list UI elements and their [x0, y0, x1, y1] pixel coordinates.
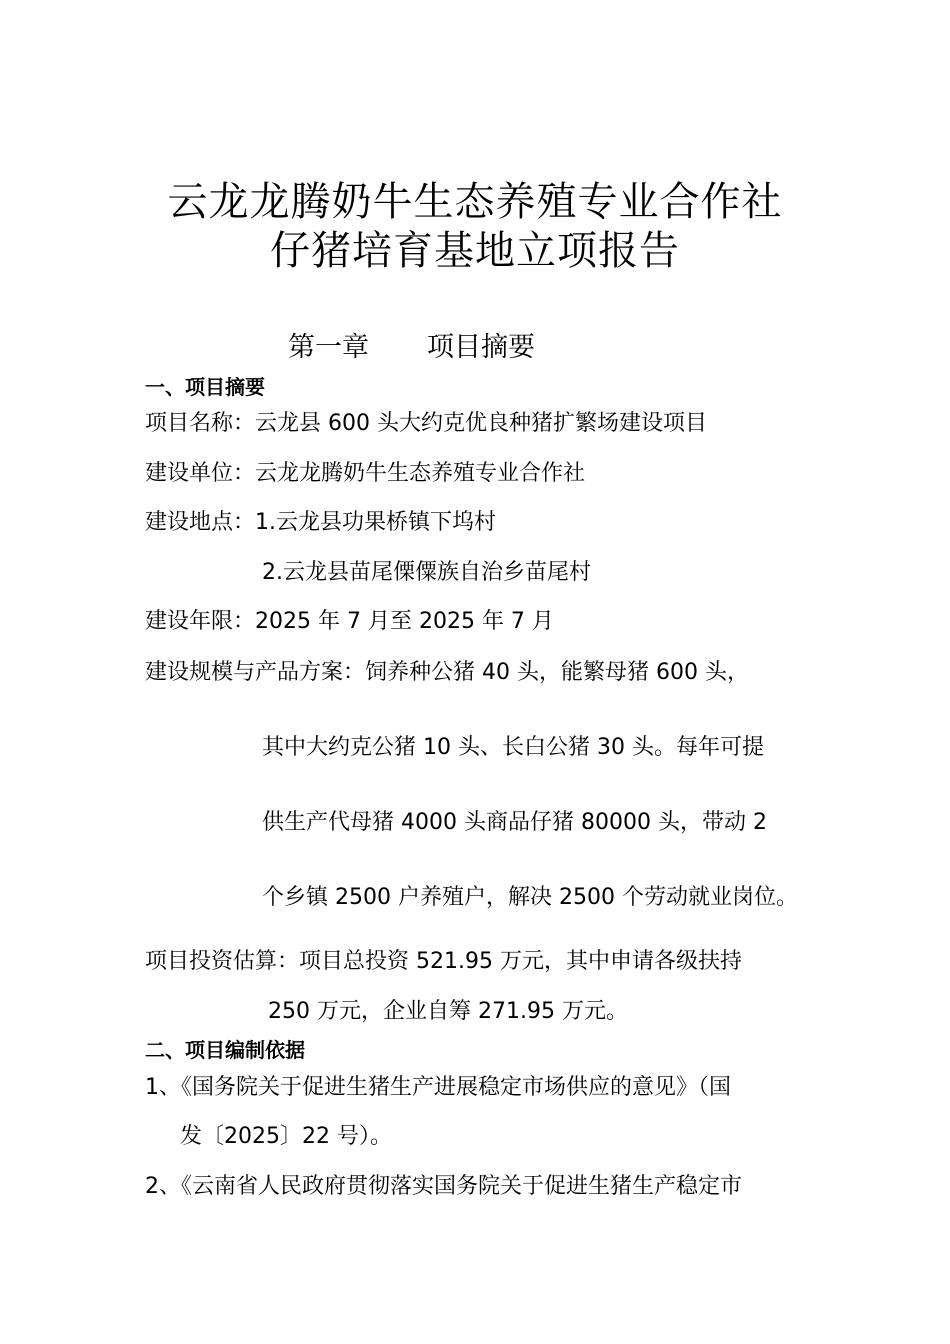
basis-item-1-line-2: 发〔2025〕22 号）。 — [180, 1124, 392, 1149]
document-title-line-2: 仔猪培育基地立项报告 — [270, 228, 680, 274]
document-title-line-1: 云龙龙腾奶牛生态养殖专业合作社 — [167, 179, 783, 225]
section-heading-basis: 二、项目编制依据 — [145, 1038, 305, 1062]
chapter-name: 项目摘要 — [427, 332, 535, 363]
project-name-line: 项目名称：云龙县 600 头大约克优良种猪扩繁场建设项目 — [145, 411, 707, 436]
construction-location-line-2: 2.云龙县苗尾傈僳族自治乡苗尾村 — [262, 560, 591, 585]
construction-unit-line: 建设单位：云龙龙腾奶牛生态养殖专业合作社 — [145, 461, 586, 486]
chapter-heading — [288, 330, 535, 366]
construction-period-line: 建设年限：2025 年 7 月至 2025 年 7 月 — [145, 609, 554, 634]
scale-line-1: 建设规模与产品方案：饲养种公猪 40 头，能繁母猪 600 头， — [145, 660, 749, 685]
scale-line-3: 供生产代母猪 4000 头商品仔猪 80000 头，带动 2 — [262, 810, 767, 835]
scale-line-4: 个乡镇 2500 户养殖户，解决 2500 个劳动就业岗位。 — [262, 885, 798, 910]
scale-line-2: 其中大约克公猪 10 头、长白公猪 30 头。每年可提 — [262, 735, 764, 760]
chapter-number: 第一章 — [288, 332, 369, 363]
basis-item-2-line-1: 2、《云南省人民政府贯彻落实国务院关于促进生猪生产稳定市 — [145, 1174, 742, 1199]
basis-item-1-line-1: 1、《国务院关于促进生猪生产进展稳定市场供应的意见》（国 — [145, 1075, 731, 1100]
construction-location-line-1: 建设地点：1.云龙县功果桥镇下坞村 — [145, 510, 496, 535]
investment-line-1: 项目投资估算：项目总投资 521.95 万元，其中申请各级扶持 — [145, 949, 742, 974]
section-heading-summary: 一、项目摘要 — [145, 375, 265, 399]
investment-line-2: 250 万元，企业自筹 271.95 万元。 — [268, 999, 628, 1024]
